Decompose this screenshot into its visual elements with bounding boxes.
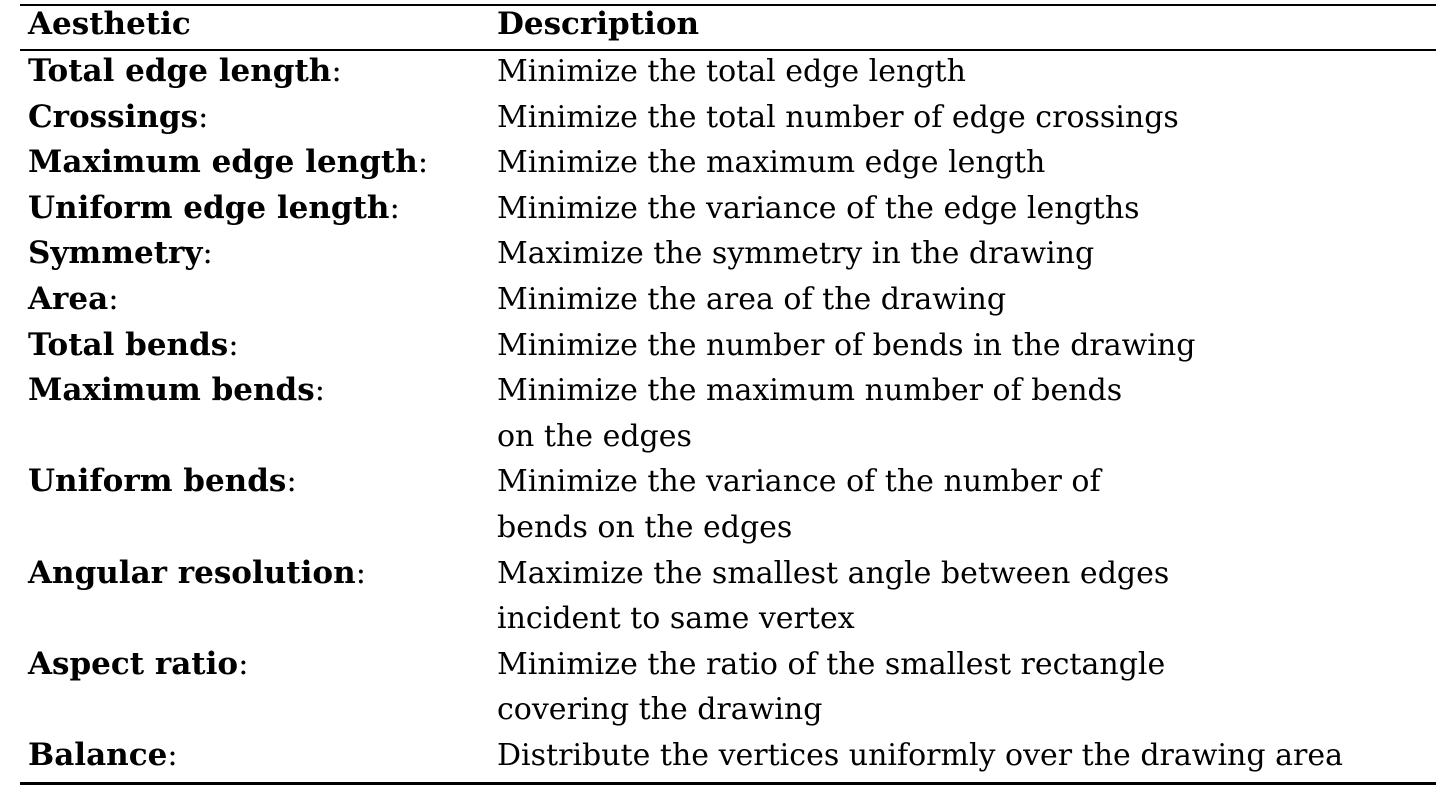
separator: : [167,737,178,773]
aesthetic-label: Symmetry [28,235,203,272]
table-row-description: Minimize the maximum number of bends [497,373,1123,409]
separator: : [202,235,213,272]
separator: : [238,645,249,682]
aesthetic-label: Total bends [28,326,229,363]
header-aesthetic: Aesthetic [28,6,191,42]
aesthetic-label: Aspect ratio [28,645,239,682]
table-row-description: Distribute the vertices uniformly over the drawing area [497,738,1343,773]
separator: : [228,326,239,363]
separator: : [331,53,342,89]
separator: : [389,189,400,226]
table-row-description: Minimize the number of bends in the drawing [497,327,1196,363]
table-row-aesthetic [28,459,297,505]
aesthetic-label: Maximum edge length [28,144,418,181]
table-row-description: incident to same vertex [497,601,855,637]
table-row-description: bends on the edges [497,510,793,545]
table-row-aesthetic [28,323,239,369]
separator: : [198,98,209,135]
table-row-description: Minimize the area of the drawing [497,282,1007,317]
aesthetic-label: Total edge length [28,53,332,89]
table-row-aesthetic [28,140,428,186]
table-row-aesthetic [28,186,400,232]
table-row-aesthetic [28,368,325,414]
table-row-aesthetic [28,49,342,95]
table-row-description: Minimize the maximum edge length [497,145,1046,181]
aesthetic-label: Maximum bends [28,372,315,409]
separator: : [417,144,429,181]
table-row-description: Minimize the ratio of the smallest rectangle [497,646,1166,682]
table-row-description: Minimize the total edge length [497,54,966,89]
table-row-description: Minimize the variance of the number of [497,464,1101,500]
aesthetic-label: Uniform bends [28,463,287,500]
table-row-description: on the edges [497,418,692,454]
table-row-description: Minimize the total number of edge crossings [497,99,1179,135]
table-row-aesthetic [28,277,119,323]
aesthetic-label: Area [28,281,109,317]
aesthetic-label: Angular resolution [28,554,356,591]
table-row-aesthetic [28,231,213,277]
aesthetic-label: Balance [28,737,168,773]
top-rule [20,4,1436,6]
aesthetic-label: Uniform edge length [28,189,390,226]
separator: : [355,554,367,591]
table-row-aesthetic [28,551,366,597]
table-row-aesthetic [28,642,249,688]
table-row-description: Minimize the variance of the edge lengths [497,190,1140,226]
separator: : [314,372,326,409]
separator: : [286,463,297,500]
table-row-description: Maximize the smallest angle between edges [497,555,1170,591]
table-row-description: Maximize the symmetry in the drawing [497,236,1095,272]
bottom-rule [20,782,1436,785]
aesthetic-label: Crossings [28,98,199,135]
separator: : [108,281,119,317]
header-description: Description [497,6,700,42]
table-row-aesthetic [28,733,178,779]
table-row-description: covering the drawing [497,692,823,728]
table-row-aesthetic [28,95,208,141]
